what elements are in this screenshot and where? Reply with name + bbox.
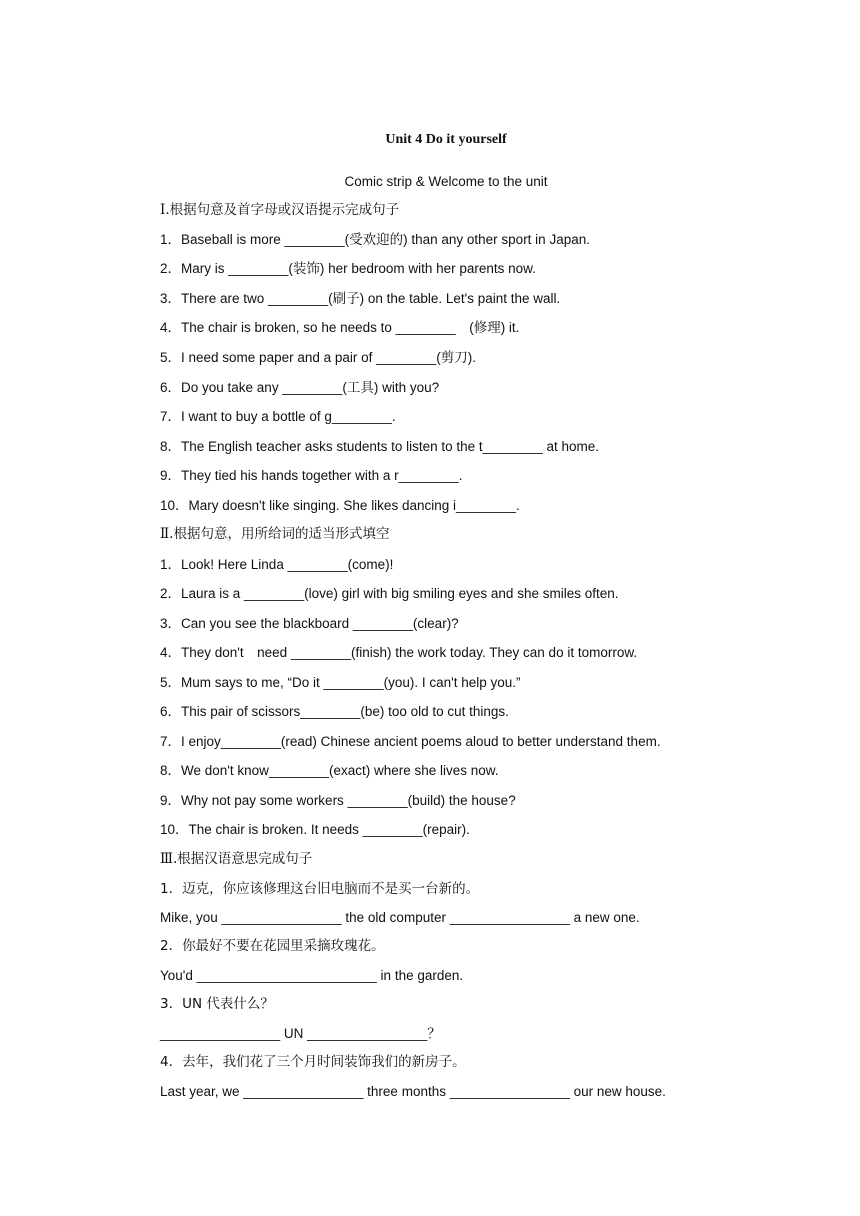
section-2-item: 8．We don't know________(exact) where she lives now. [160, 763, 499, 778]
section-3-chinese-prompt: 3．UN 代表什么？ [160, 996, 274, 1012]
section-1-item: 10．Mary doesn't like singing. She likes dancing i________. [160, 498, 520, 513]
section-3-english-answer: Last year, we ________________ three months ________________ our new house. [160, 1084, 666, 1099]
section-1-item: 2．Mary is ________(装饰) her bedroom with her parents now. [160, 261, 536, 276]
section-2-item: 6．This pair of scissors________(be) too old to cut things. [160, 704, 509, 719]
section-3-english-answer: Mike, you ________________ the old computer ________________ a new one. [160, 910, 640, 925]
section-2-item: 5．Mum says to me, “Do it ________(you). I can't help you.” [160, 675, 521, 690]
section-2-item: 4．They don't need ________(finish) the work today. They can do it tomorrow. [160, 645, 638, 660]
section-1-item: 5．I need some paper and a pair of ________(剪刀). [160, 350, 476, 365]
section-2-item: 10．The chair is broken. It needs ________(repair). [160, 822, 470, 837]
section-2-item: 9．Why not pay some workers ________(build) the house? [160, 793, 516, 808]
section-1-item: 6．Do you take any ________(工具) with you? [160, 380, 440, 395]
section-1-heading: Ⅰ.根据句意及首字母或汉语提示完成句子 [160, 202, 400, 218]
section-2-heading: Ⅱ.根据句意，用所给词的适当形式填空 [160, 526, 390, 542]
section-1-item: 3．There are two ________(刷子) on the table. Let's paint the wall. [160, 291, 561, 306]
section-2-item: 7．I enjoy________(read) Chinese ancient poems aloud to better understand them. [160, 734, 661, 749]
section-3-heading: Ⅲ.根据汉语意思完成句子 [160, 851, 313, 867]
section-3-english-answer: You'd ________________________ in the garden. [160, 968, 464, 983]
page-title: Unit 4 Do it yourself [385, 132, 507, 147]
section-3-chinese-prompt: 2．你最好不要在花园里采摘玫瑰花。 [160, 938, 385, 954]
section-3-chinese-prompt: 4．去年，我们花了三个月时间装饰我们的新房子。 [160, 1054, 466, 1070]
page-subtitle: Comic strip & Welcome to the unit [344, 174, 548, 189]
section-2-item: 3．Can you see the blackboard ________(clear)? [160, 616, 459, 631]
section-1-item: 8．The English teacher asks students to listen to the t________ at home. [160, 439, 600, 454]
section-3-chinese-prompt: 1．迈克，你应该修理这台旧电脑而不是买一台新的。 [160, 881, 480, 897]
section-1-item: 1．Baseball is more ________(受欢迎的) than any other sport in Japan. [160, 232, 590, 247]
section-2-item: 1．Look! Here Linda ________(come)! [160, 557, 394, 572]
section-3-english-answer: ________________ UN ________________？ [160, 1026, 441, 1041]
section-1-item: 9．They tied his hands together with a r________. [160, 468, 463, 483]
section-2-item: 2．Laura is a ________(love) girl with big smiling eyes and she smiles often. [160, 586, 619, 601]
section-1-item: 7．I want to buy a bottle of g________. [160, 409, 396, 424]
section-1-item: 4．The chair is broken, so he needs to ________ (修理) it. [160, 320, 520, 335]
